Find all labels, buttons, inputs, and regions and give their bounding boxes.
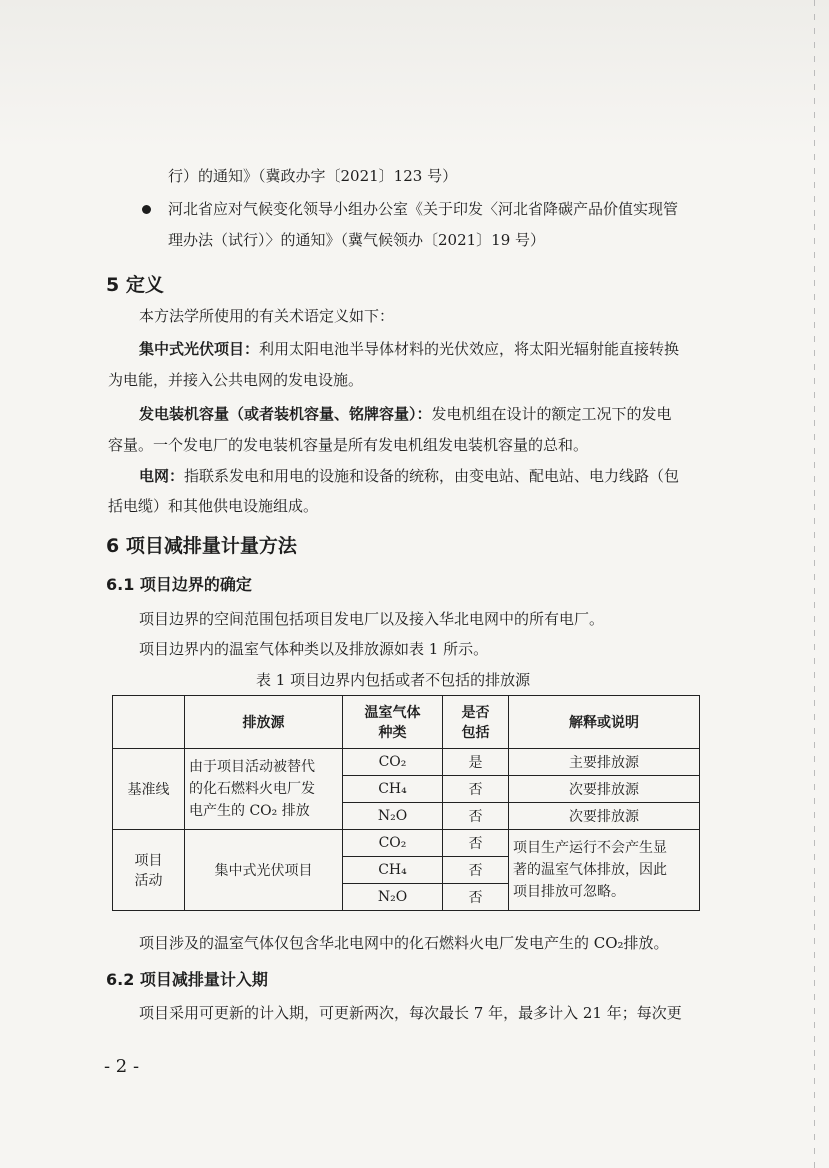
paragraph: 项目涉及的温室气体仅包含华北电网中的化石燃料火电厂发电产生的 CO₂排放。 <box>139 934 669 952</box>
header-cell: 解释或说明 <box>509 696 700 749</box>
included-cell: 否 <box>443 830 509 857</box>
note-cell: 主要排放源 <box>509 749 700 776</box>
definition-text: 发电机组在设计的额定工况下的发电 <box>431 405 672 423</box>
gas-cell: CH₄ <box>343 776 443 803</box>
table-header-row <box>113 696 700 749</box>
reference-line: 理办法（试行）〉的通知》（冀气候领办〔2021〕19 号） <box>168 231 546 249</box>
definition <box>139 404 672 424</box>
definition <box>139 466 679 486</box>
reference-line: 行）的通知》（冀政办字〔2021〕123 号） <box>168 167 458 185</box>
paragraph: 项目采用可更新的计入期，可更新两次，每次最长 7 年，最多计入 21 年；每次更 <box>139 1004 682 1022</box>
cell-text: 项目生产运行不会产生显 <box>513 840 667 856</box>
note-cell: 次要排放源 <box>509 803 700 830</box>
paragraph: 项目边界内的温室气体种类以及排放源如表 1 所示。 <box>139 640 489 658</box>
page-number: - 2 - <box>104 1056 140 1077</box>
header-text: 是否 <box>461 705 490 721</box>
included-cell: 否 <box>443 803 509 830</box>
header-cell <box>443 696 509 749</box>
included-cell: 否 <box>443 884 509 911</box>
subsection-title: 6.1 项目边界的确定 <box>106 575 252 594</box>
table-row <box>113 830 700 857</box>
cell-text: 由于项目活动被替代 <box>189 759 315 775</box>
gas-cell: CO₂ <box>343 749 443 776</box>
paragraph: 本方法学所使用的有关术语定义如下： <box>139 307 395 325</box>
subsection-title: 6.2 项目减排量计入期 <box>106 970 268 989</box>
definition-text: 利用太阳电池半导体材料的光伏效应，将太阳光辐射能直接转换 <box>259 340 680 358</box>
included-cell: 是 <box>443 749 509 776</box>
gas-cell: CH₄ <box>343 857 443 884</box>
scan-shading <box>0 0 829 150</box>
cell-text: 活动 <box>134 873 163 889</box>
note-cell <box>509 830 700 911</box>
row-group-label: 基准线 <box>113 749 185 830</box>
cell-text: 的化石燃料火电厂发 <box>189 781 315 797</box>
table-row <box>113 749 700 776</box>
table-caption: 表 1 项目边界内包括或者不包括的排放源 <box>256 671 531 689</box>
section-title: 5 定义 <box>106 274 164 296</box>
included-cell: 否 <box>443 857 509 884</box>
paragraph: 项目边界的空间范围包括项目发电厂以及接入华北电网中的所有电厂。 <box>139 610 605 628</box>
emission-source-table <box>112 695 700 911</box>
header-text: 包括 <box>461 725 490 741</box>
definition-term: 电网： <box>139 467 185 485</box>
header-text: 温室气体 <box>364 705 421 721</box>
gas-cell: CO₂ <box>343 830 443 857</box>
reference-line: 河北省应对气候变化领导小组办公室《关于印发〈河北省降碳产品价值实现管 <box>168 200 679 218</box>
header-cell <box>113 696 185 749</box>
definition-text: 指联系发电和用电的设施和设备的统称，由变电站、配电站、电力线路（包 <box>184 467 680 485</box>
source-cell: 集中式光伏项目 <box>185 830 343 911</box>
cell-text: 电产生的 CO₂ 排放 <box>189 803 310 819</box>
cell-text: 著的温室气体排放，因此 <box>513 862 667 878</box>
gas-cell: N₂O <box>343 803 443 830</box>
paragraph: 容量。一个发电厂的发电装机容量是所有发电机组发电装机容量的总和。 <box>108 436 589 454</box>
gas-cell: N₂O <box>343 884 443 911</box>
cell-text: 项目排放可忽略。 <box>513 884 625 900</box>
page-edge <box>814 0 815 1168</box>
included-cell: 否 <box>443 776 509 803</box>
section-title: 6 项目减排量计量方法 <box>106 535 297 557</box>
header-text: 种类 <box>378 725 407 741</box>
note-cell: 次要排放源 <box>509 776 700 803</box>
row-group-label <box>113 830 185 911</box>
header-cell <box>343 696 443 749</box>
paragraph: 为电能，并接入公共电网的发电设施。 <box>108 371 364 389</box>
bullet-icon <box>142 205 151 214</box>
definition-term: 发电装机容量（或者装机容量、铭牌容量）： <box>139 405 432 423</box>
source-cell <box>185 749 343 830</box>
definition-term: 集中式光伏项目： <box>139 340 260 358</box>
cell-text: 项目 <box>134 853 163 869</box>
header-cell: 排放源 <box>185 696 343 749</box>
paragraph: 括电缆）和其他供电设施组成。 <box>108 497 319 515</box>
definition <box>139 339 679 359</box>
